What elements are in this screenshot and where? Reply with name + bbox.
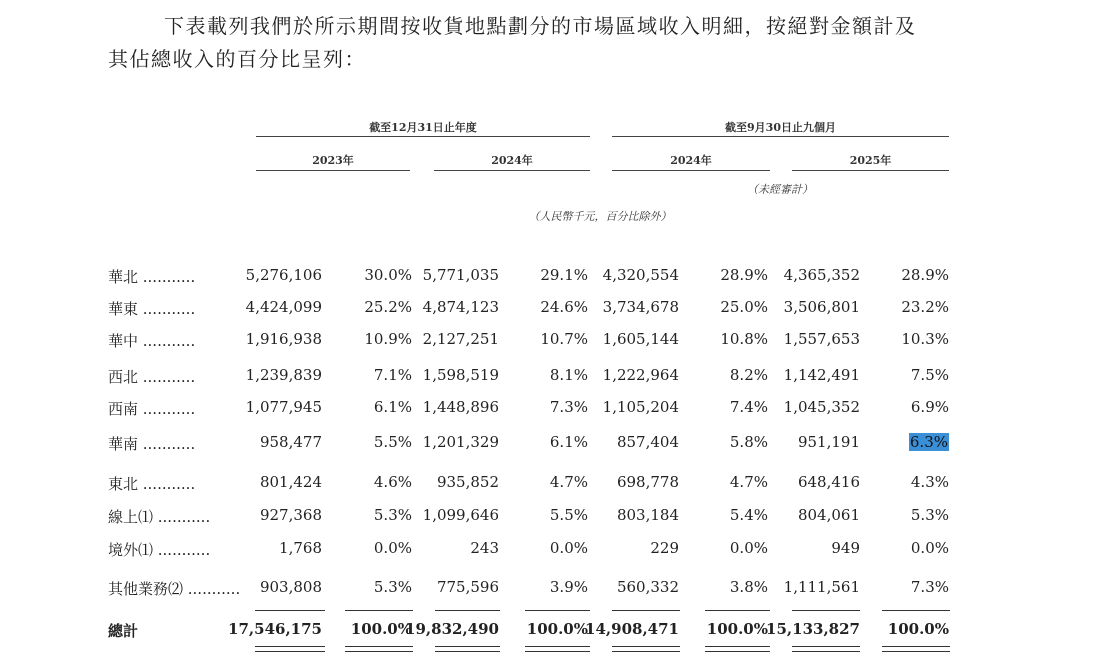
row-label: 總計 <box>108 622 139 640</box>
amount-cell: 949 <box>831 539 860 557</box>
total-double-rule <box>882 646 950 652</box>
amount-cell: 698,778 <box>616 473 679 491</box>
amount-cell: 1,142,491 <box>783 366 860 384</box>
subtotal-rule <box>345 610 413 611</box>
table-row <box>108 433 968 463</box>
header-year-rule <box>256 136 590 137</box>
col-header-2023: 2023年 <box>312 154 354 167</box>
percent-cell: 30.0% <box>364 266 412 284</box>
table-row <box>108 266 968 296</box>
col-2025-rule <box>792 170 949 171</box>
percent-cell: 28.9% <box>901 266 949 284</box>
percent-cell: 4.6% <box>373 473 412 491</box>
percent-cell <box>909 433 949 451</box>
header-year-group: 截至12月31日止年度 <box>369 121 477 134</box>
amount-cell: 1,557,653 <box>783 330 860 348</box>
amount-cell: 1,768 <box>279 539 322 557</box>
percent-cell: 24.6% <box>540 298 588 316</box>
table-row <box>108 473 968 503</box>
col-header-2024-year: 2024年 <box>491 154 533 167</box>
col-2023-rule <box>256 170 410 171</box>
header-nine-month-rule <box>612 136 949 137</box>
amount-cell: 4,365,352 <box>783 266 860 284</box>
amount-cell: 14,908,471 <box>585 620 679 638</box>
amount-cell: 560,332 <box>616 578 679 596</box>
table-row <box>108 539 968 569</box>
percent-cell: 10.7% <box>540 330 588 348</box>
percent-cell: 6.1% <box>373 398 412 416</box>
subtotal-rule <box>525 610 590 611</box>
amount-cell: 648,416 <box>797 473 860 491</box>
row-label: 西南 ........... <box>108 400 196 418</box>
percent-cell: 6.1% <box>549 433 588 451</box>
amount-cell: 804,061 <box>797 506 860 524</box>
total-double-rule <box>792 646 860 652</box>
percent-cell: 29.1% <box>540 266 588 284</box>
amount-cell: 1,222,964 <box>602 366 679 384</box>
row-label: 境外⑴ ........... <box>108 541 211 559</box>
percent-cell: 10.3% <box>901 330 949 348</box>
percent-cell: 4.7% <box>549 473 588 491</box>
unaudited-note: （未經審計） <box>747 183 813 196</box>
row-label: 東北 ........... <box>108 475 196 493</box>
amount-cell: 1,045,352 <box>783 398 860 416</box>
percent-cell: 3.9% <box>549 578 588 596</box>
amount-cell: 903,808 <box>259 578 322 596</box>
percent-cell: 5.5% <box>373 433 412 451</box>
amount-cell: 5,276,106 <box>245 266 322 284</box>
table-row <box>108 366 968 396</box>
table-row <box>108 298 968 328</box>
percent-cell: 8.2% <box>729 366 768 384</box>
intro-line-1: 下表載列我們於所示期間按收貨地點劃分的市場區域收入明細，按絕對金額計及 <box>164 14 917 38</box>
subtotal-rule <box>882 610 950 611</box>
unit-note: （人民幣千元，百分比除外） <box>528 210 672 223</box>
row-label: 華北 ........... <box>108 268 196 286</box>
header-nine-month-group: 截至9月30日止九個月 <box>725 121 836 134</box>
amount-cell: 1,201,329 <box>422 433 499 451</box>
amount-cell: 1,916,938 <box>245 330 322 348</box>
col-header-2024-nine-month: 2024年 <box>670 154 712 167</box>
percent-cell: 5.5% <box>549 506 588 524</box>
intro-line-2: 其佔總收入的百分比呈列： <box>108 47 366 71</box>
amount-cell: 927,368 <box>259 506 322 524</box>
subtotal-rule <box>792 610 860 611</box>
amount-cell: 229 <box>650 539 679 557</box>
subtotal-rule <box>705 610 770 611</box>
percent-cell: 5.8% <box>729 433 768 451</box>
amount-cell: 1,605,144 <box>602 330 679 348</box>
total-double-rule <box>435 646 500 652</box>
amount-cell: 857,404 <box>616 433 679 451</box>
percent-cell: 7.4% <box>729 398 768 416</box>
amount-cell: 1,111,561 <box>783 578 860 596</box>
percent-cell: 0.0% <box>373 539 412 557</box>
highlighted-selection[interactable]: 6.3% <box>909 433 948 451</box>
percent-cell: 7.3% <box>549 398 588 416</box>
amount-cell: 17,546,175 <box>228 620 322 638</box>
total-double-rule <box>612 646 680 652</box>
percent-cell: 5.3% <box>910 506 949 524</box>
row-label: 華中 ........... <box>108 332 196 350</box>
amount-cell: 4,874,123 <box>422 298 499 316</box>
subtotal-rule <box>255 610 325 611</box>
percent-cell: 7.1% <box>373 366 412 384</box>
col-2024-nine-month-rule <box>612 170 770 171</box>
table-row <box>108 506 968 536</box>
col-header-2025: 2025年 <box>849 154 892 167</box>
percent-cell: 100.0% <box>526 620 588 638</box>
percent-cell: 4.3% <box>910 473 949 491</box>
percent-cell: 23.2% <box>901 298 949 316</box>
amount-cell: 1,598,519 <box>422 366 499 384</box>
subtotal-rule <box>612 610 680 611</box>
amount-cell: 3,734,678 <box>602 298 679 316</box>
row-label: 線上⑴ ........... <box>108 508 211 526</box>
percent-cell: 0.0% <box>549 539 588 557</box>
amount-cell: 775,596 <box>436 578 499 596</box>
total-double-rule <box>705 646 770 652</box>
amount-cell: 1,105,204 <box>602 398 679 416</box>
percent-cell: 5.3% <box>373 506 412 524</box>
percent-cell: 10.9% <box>364 330 412 348</box>
amount-cell: 935,852 <box>436 473 499 491</box>
amount-cell: 243 <box>470 539 499 557</box>
amount-cell: 4,424,099 <box>245 298 322 316</box>
amount-cell: 958,477 <box>259 433 322 451</box>
percent-cell: 4.7% <box>729 473 768 491</box>
row-label: 華南 ........... <box>108 435 196 453</box>
percent-cell: 7.5% <box>910 366 949 384</box>
percent-cell: 8.1% <box>549 366 588 384</box>
table-row <box>108 330 968 360</box>
amount-cell: 2,127,251 <box>422 330 499 348</box>
amount-cell: 3,506,801 <box>783 298 860 316</box>
percent-cell: 100.0% <box>350 620 412 638</box>
amount-cell: 5,771,035 <box>422 266 499 284</box>
amount-cell: 4,320,554 <box>602 266 679 284</box>
total-double-rule <box>255 646 325 652</box>
amount-cell: 1,448,896 <box>422 398 499 416</box>
amount-cell: 1,077,945 <box>245 398 322 416</box>
total-double-rule <box>345 646 413 652</box>
percent-cell: 100.0% <box>706 620 768 638</box>
percent-cell: 7.3% <box>910 578 949 596</box>
percent-cell: 6.9% <box>910 398 949 416</box>
subtotal-rule <box>435 610 500 611</box>
percent-cell: 0.0% <box>910 539 949 557</box>
percent-cell: 3.8% <box>729 578 768 596</box>
percent-cell: 28.9% <box>720 266 768 284</box>
row-label: 其他業務⑵ ........... <box>108 580 241 598</box>
row-label: 西北 ........... <box>108 368 196 386</box>
amount-cell: 15,133,827 <box>766 620 860 638</box>
amount-cell: 803,184 <box>616 506 679 524</box>
amount-cell: 951,191 <box>797 433 860 451</box>
amount-cell: 1,099,646 <box>422 506 499 524</box>
amount-cell: 19,832,490 <box>405 620 499 638</box>
total-double-rule <box>525 646 590 652</box>
percent-cell: 25.2% <box>364 298 412 316</box>
amount-cell: 801,424 <box>259 473 322 491</box>
percent-cell: 25.0% <box>720 298 768 316</box>
percent-cell: 10.8% <box>720 330 768 348</box>
row-label: 華東 ........... <box>108 300 196 318</box>
table-row <box>108 578 968 608</box>
percent-cell: 5.4% <box>729 506 768 524</box>
percent-cell: 5.3% <box>373 578 412 596</box>
percent-cell: 0.0% <box>729 539 768 557</box>
intro-paragraph <box>108 10 1068 76</box>
table-row <box>108 398 968 428</box>
percent-cell: 100.0% <box>887 620 949 638</box>
amount-cell: 1,239,839 <box>245 366 322 384</box>
col-2024-year-rule <box>434 170 590 171</box>
